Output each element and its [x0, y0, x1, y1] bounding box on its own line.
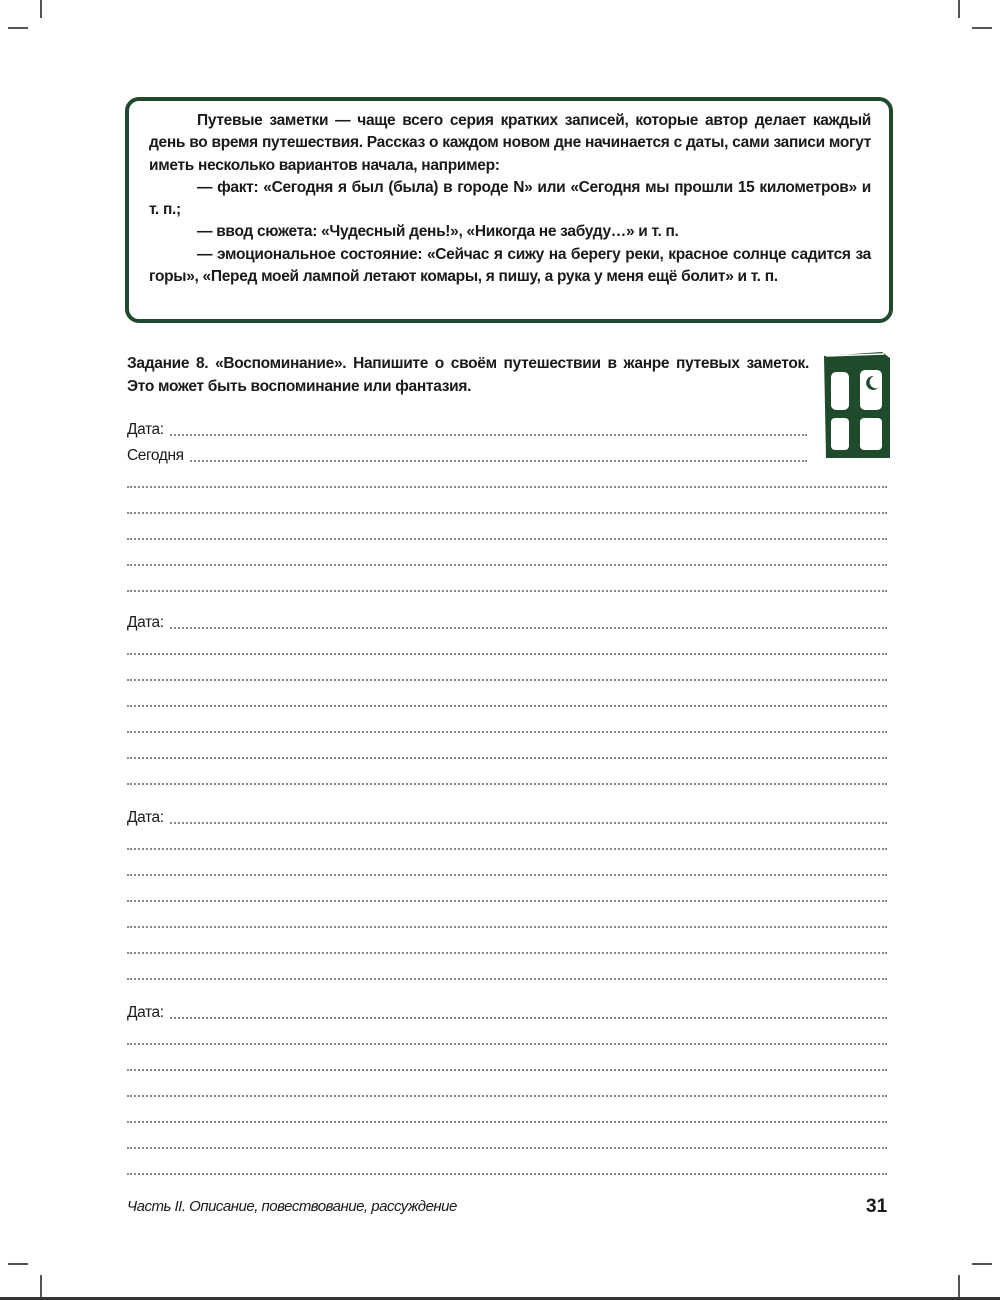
writing-line[interactable]: [127, 576, 887, 592]
writing-line[interactable]: [127, 938, 887, 954]
writing-line[interactable]: [127, 1055, 887, 1071]
writing-line[interactable]: [127, 1133, 887, 1149]
task-text: Задание 8. «Воспоминание». Напишите о своём путешествии в жанре путевых заметок. Это может быть воспоминание или фантазия.: [127, 355, 809, 395]
crop-mark: [8, 1263, 28, 1265]
crop-mark: [8, 27, 28, 29]
crop-mark: [972, 27, 992, 29]
page-number: 31: [866, 1196, 888, 1217]
writing-line[interactable]: [127, 717, 887, 733]
writing-line[interactable]: [127, 834, 887, 850]
crop-mark: [972, 1263, 992, 1265]
writing-line[interactable]: [127, 524, 887, 540]
line-label: Сегодня: [127, 448, 190, 464]
labeled-writing-line[interactable]: [127, 613, 887, 629]
writing-line[interactable]: [127, 912, 887, 928]
line-label: Дата:: [127, 615, 170, 631]
crop-mark: [958, 1275, 960, 1297]
labeled-writing-line[interactable]: [127, 420, 807, 436]
writing-line[interactable]: [127, 743, 887, 759]
writing-line[interactable]: [127, 1159, 887, 1175]
crop-mark: [40, 1275, 42, 1297]
info-paragraph: Путевые заметки — чаще всего серия кратких записей, которые автор делает каждый день во время путешествия. Рассказ о каждом новом дне начинается с даты, сами записи могут иметь несколько вариантов начала, например:: [149, 112, 871, 174]
writing-line[interactable]: [127, 1081, 887, 1097]
info-item: — эмоциональное состояние: «Сейчас я сижу на берегу реки, красное солнце садится за горы», «Перед моей лампой летают комары, я пишу, а рука у меня ещё болит» и т. п.: [149, 245, 871, 286]
footer-section-title: Часть II. Описание, повествование, рассуждение: [127, 1198, 457, 1215]
line-label: Дата:: [127, 1005, 170, 1021]
writing-line[interactable]: [127, 665, 887, 681]
crop-mark: [40, 0, 42, 18]
writing-line[interactable]: [127, 472, 887, 488]
info-item: — факт: «Сегодня я был (была) в городе N» или «Сегодня мы прошли 15 километров» и т. п.;: [149, 178, 871, 219]
writing-line[interactable]: [127, 639, 887, 655]
window-icon: [822, 350, 892, 460]
writing-line[interactable]: [127, 691, 887, 707]
labeled-writing-line[interactable]: [127, 446, 807, 462]
line-label: Дата:: [127, 422, 170, 438]
info-item: — ввод сюжета: «Чудесный день!», «Никогда не забуду…» и т. п.: [197, 223, 679, 241]
writing-line[interactable]: [127, 550, 887, 566]
writing-line[interactable]: [127, 1107, 887, 1123]
writing-line[interactable]: [127, 498, 887, 514]
writing-line[interactable]: [127, 886, 887, 902]
crop-mark: [958, 0, 960, 18]
writing-line[interactable]: [127, 769, 887, 785]
info-box: [125, 97, 893, 323]
labeled-writing-line[interactable]: [127, 1003, 887, 1019]
line-label: Дата:: [127, 810, 170, 826]
writing-line[interactable]: [127, 1029, 887, 1045]
labeled-writing-line[interactable]: [127, 808, 887, 824]
writing-line[interactable]: [127, 964, 887, 980]
writing-line[interactable]: [127, 860, 887, 876]
